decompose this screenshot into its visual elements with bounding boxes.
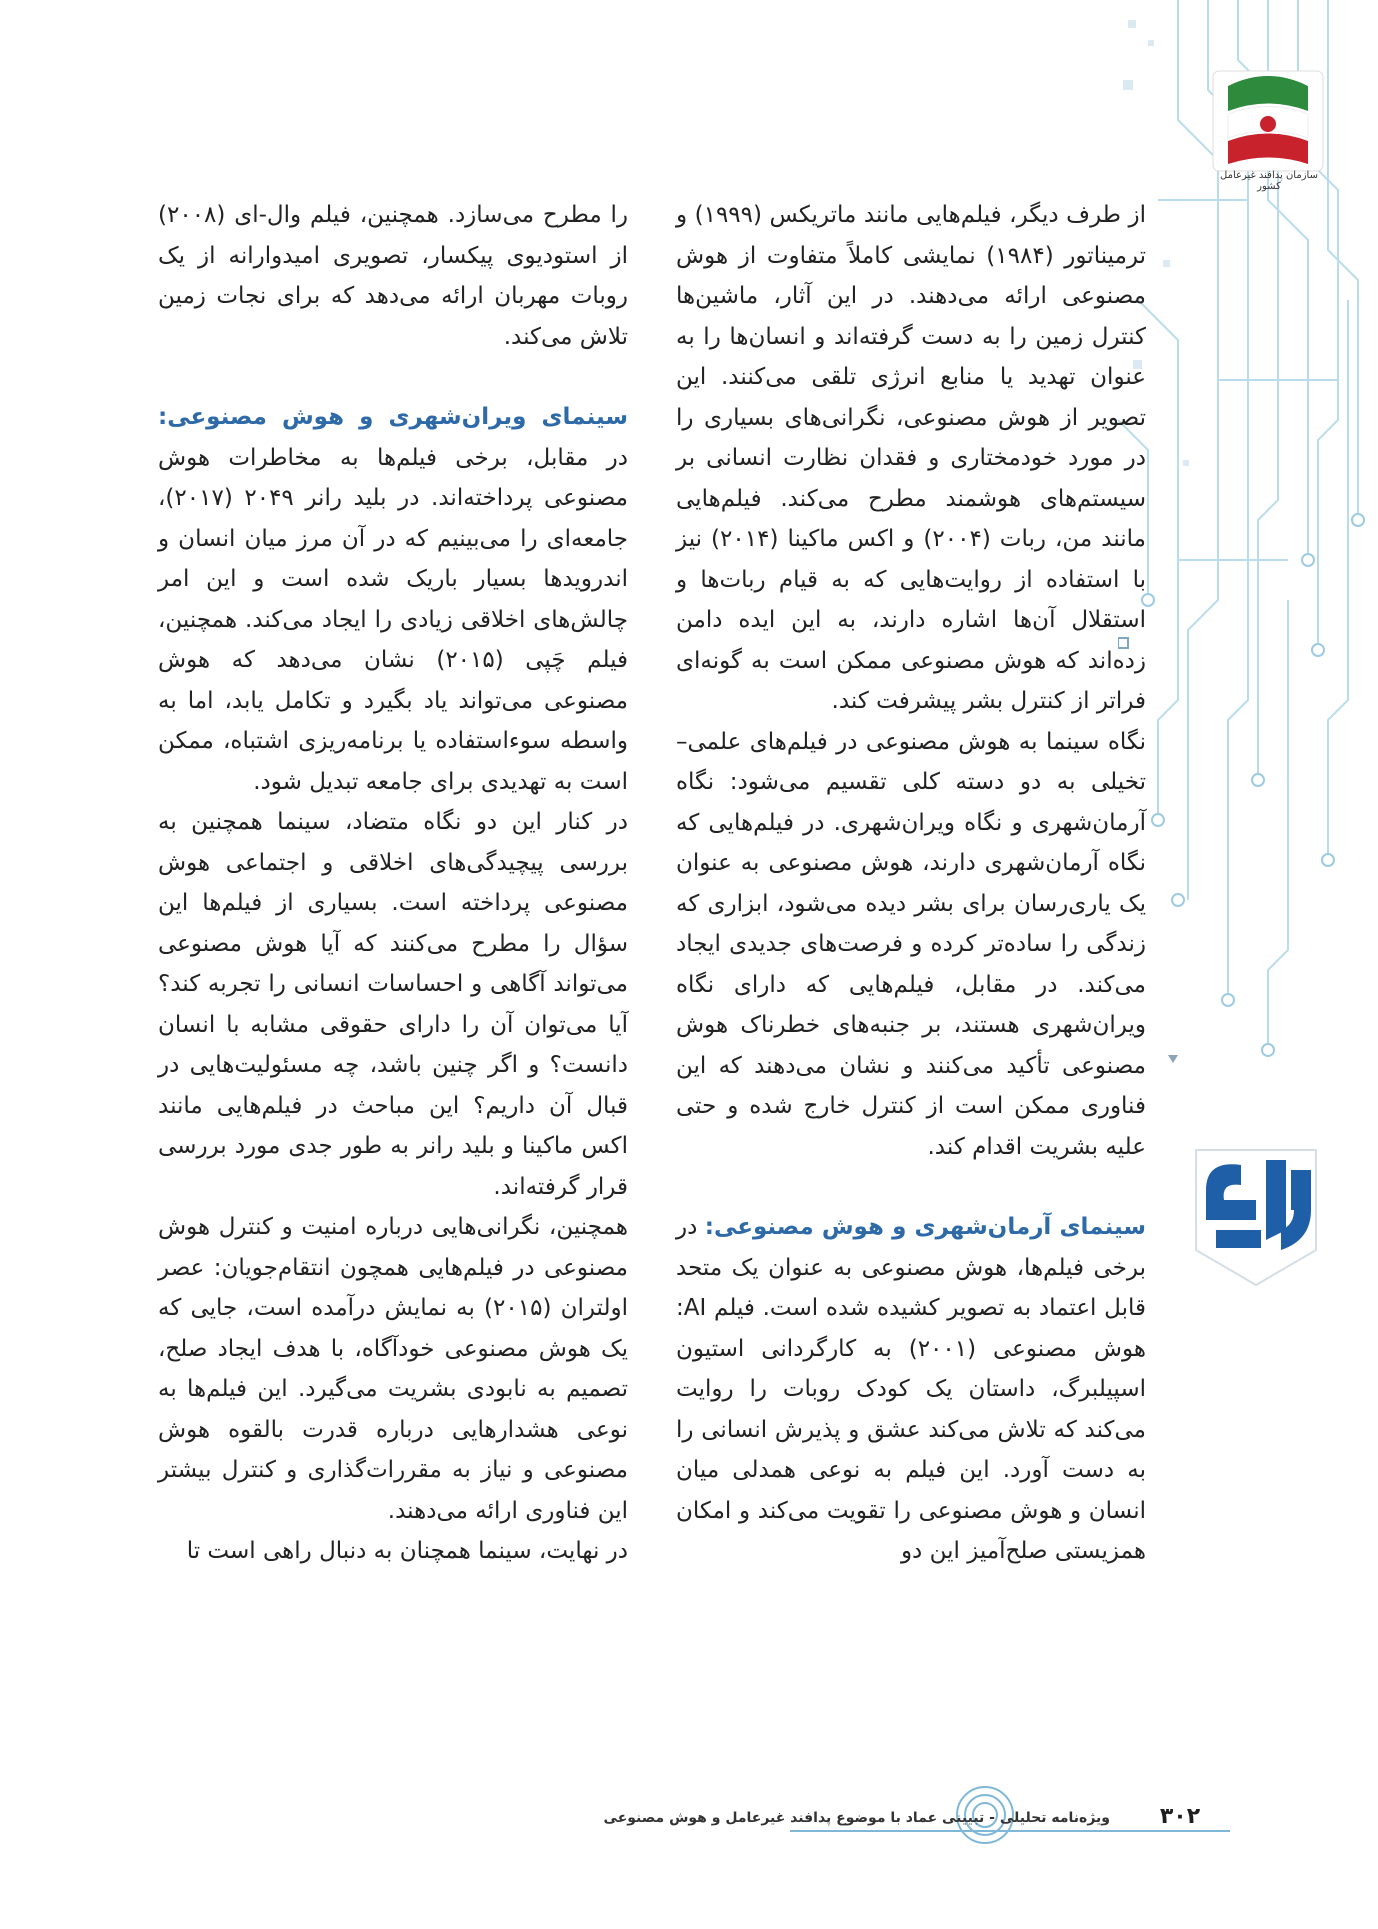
footer-rule <box>790 1830 1230 1832</box>
paragraph: از طرف دیگر، فیلم‌هایی مانند ماتریکس (۱۹۹۹) و ترمیناتور (۱۹۸۴) نمایشی کاملاً متفاوت از هوش مصنوعی ارائه می‌دهند. در این آثار، ماشین‌ها کنترل زمین را به دست گرفته‌اند و انسان‌ها را به عنوان تهدید یا منابع انرژی تلقی می‌کنند. این تصویر از هوش مصنوعی، نگرانی‌های بسیاری را در مورد خودمختاری و فقدان نظارت انسانی بر سیستم‌های هوشمند مطرح می‌کند. فیلم‌هایی مانند من، ربات (۲۰۰۴) و اکس ماکینا (۲۰۱۴) نیز با استفاده از روایت‌هایی که به قیام ربات‌ها و استقلال آن‌ها اشاره دارند، به این ایده دامن زده‌اند که هوش مصنوعی ممکن است به گونه‌ای فراتر از کنترل بشر پیشرفت کند. <box>676 202 1146 714</box>
paragraph: را مطرح می‌سازد. همچنین، فیلم وال-ای (۲۰۰۸) از استودیوی پیکسار، تصویری امیدوارانه از یک روبات مهربان ارائه می‌دهد که برای نجات زمین تلاش می‌کند. <box>158 202 628 350</box>
paragraph: در نهایت، سینما همچنان به دنبال راهی است تا <box>186 1538 628 1564</box>
article-column-right <box>676 195 1146 1572</box>
footer-title: ویژه‌نامه تحلیلی - تبیینی عماد با موضوع پدافند غیرعامل و هوش مصنوعی <box>603 1810 1110 1826</box>
paragraph: نگاه سینما به هوش مصنوعی در فیلم‌های علمی–تخیلی به دو دسته کلی تقسیم می‌شود: نگاه آرمان‌شهری و نگاه ویران‌شهری. در فیلم‌هایی که نگاه آرمان‌شهری دارند، هوش مصنوعی به عنوان یک یاری‌رسان برای بشر دیده می‌شود، ابزاری که زندگی را ساده‌تر کرده و فرصت‌های جدیدی ایجاد می‌کند. در مقابل، فیلم‌هایی که دارای نگاه ویران‌شهری هستند، بر جنبه‌های خطرناک هوش مصنوعی تأکید می‌کنند و نشان می‌دهند که این فناوری ممکن است از کنترل خارج شده و حتی علیه بشریت اقدام کند. <box>676 728 1146 1160</box>
emad-emblem-icon <box>1186 1130 1326 1290</box>
section-heading: سینمای آرمان‌شهری و هوش مصنوعی: <box>704 1214 1146 1240</box>
article-column-left <box>158 195 628 1572</box>
section-heading: سینمای ویران‌شهری و هوش مصنوعی: <box>158 404 628 430</box>
paragraph: در کنار این دو نگاه متضاد، سینما همچنین به بررسی پیچیدگی‌های اخلاقی و اجتماعی هوش مصنوعی پرداخته است. بسیاری از فیلم‌ها این سؤال را مطرح می‌کنند که آیا هوش مصنوعی می‌تواند آگاهی و احساسات انسانی را تجربه کند؟ آیا می‌توان آن را دارای حقوقی مشابه با انسان دانست؟ و اگر چنین باشد، چه مسئولیت‌هایی در قبال آن داریم؟ این مباحث در فیلم‌هایی مانند اکس ماکینا و بلید رانر به طور جدی مورد بررسی قرار گرفته‌اند. <box>158 809 628 1200</box>
paragraph: همچنین، نگرانی‌هایی درباره امنیت و کنترل هوش مصنوعی در فیلم‌هایی همچون انتقام‌جویان: عصر اولتران (۲۰۱۵) به نمایش درآمده است، جایی که یک هوش مصنوعی خودآگاه، با هدف ایجاد صلح، تصمیم به نابودی بشریت می‌گیرد. این فیلم‌ها به نوعی هشدارهایی درباره قدرت بالقوه هوش مصنوعی و نیاز به مقررات‌گذاری و کنترل بیشتر این فناوری ارائه می‌دهند. <box>158 1214 629 1524</box>
logo-caption: سازمان پدافند غیرعامل کشور <box>1220 170 1318 192</box>
section-text: در مقابل، برخی فیلم‌ها به مخاطرات هوش مصنوعی پرداخته‌اند. در بلید رانر ۲۰۴۹ (۲۰۱۷)، جامعه‌ای را می‌بینیم که در آن مرز میان انسان و اندرویدها بسیار باریک شده است و این امر چالش‌های اخلاقی زیادی را ایجاد می‌کند. همچنین، فیلم چَپی (۲۰۱۵) نشان می‌دهد که هوش مصنوعی می‌تواند یاد بگیرد و تکامل یابد، اما به واسطه سوءاستفاده یا برنامه‌ریزی اشتباه، ممکن است به تهدیدی برای جامعه تبدیل شود. <box>158 444 628 795</box>
section-paragraph <box>676 1207 1146 1572</box>
page-number: ۳۰۲ <box>1159 1804 1201 1829</box>
section-paragraph <box>158 397 628 802</box>
section-text: در برخی فیلم‌ها، هوش مصنوعی به عنوان یک متحد قابل اعتماد به تصویر کشیده شده است. فیلم AI: هوش مصنوعی (۲۰۰۱) به کارگردانی استیون اسپیلبرگ، داستان یک کودک روبات را روایت می‌کند که تلاش می‌کند عشق و پذیرش انسانی را به دست آورد. این فیلم به نوعی همدلی میان انسان و هوش مصنوعی را تقویت می‌کند و امکان همزیستی صلح‌آمیز این دو <box>676 1214 1146 1564</box>
